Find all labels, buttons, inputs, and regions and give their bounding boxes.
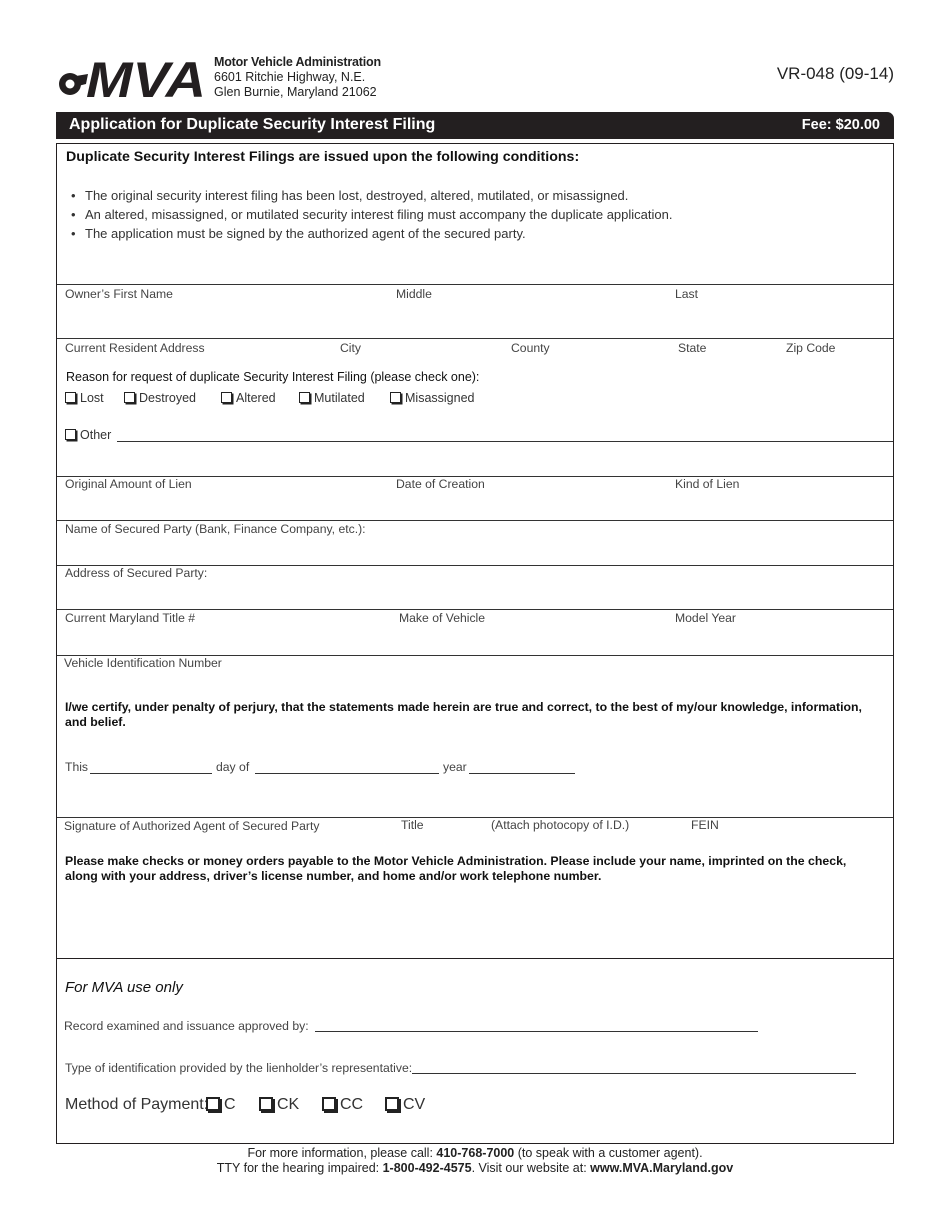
secured-party-address-field[interactable]: Address of Secured Party: xyxy=(65,566,208,580)
checkbox-icon xyxy=(206,1097,220,1111)
city-field[interactable]: City xyxy=(340,341,361,355)
state-field[interactable]: State xyxy=(678,341,707,355)
checkbox-icon xyxy=(221,392,232,403)
form-title: Application for Duplicate Security Interest Filing xyxy=(69,116,436,133)
payment-cv-checkbox[interactable]: CV xyxy=(385,1096,425,1114)
logo-text: MVA xyxy=(86,54,206,100)
checkbox-icon xyxy=(65,429,76,440)
lien-kind-field[interactable]: Kind of Lien xyxy=(675,477,740,491)
form-frame xyxy=(56,143,894,1144)
reason-mutilated-checkbox[interactable]: Mutilated xyxy=(299,391,365,405)
day-of-label: day of xyxy=(216,760,250,774)
checkbox-icon xyxy=(390,392,401,403)
payment-ck-checkbox[interactable]: CK xyxy=(259,1096,299,1114)
month-input[interactable] xyxy=(255,773,439,774)
attach-id-note: (Attach photocopy of I.D.) xyxy=(491,818,630,832)
website-link[interactable]: www.MVA.Maryland.gov xyxy=(590,1161,734,1175)
checkbox-icon xyxy=(322,1097,336,1111)
record-examined-input[interactable] xyxy=(315,1031,758,1032)
agency-name: Motor Vehicle Administration xyxy=(214,55,381,69)
reason-other-checkbox[interactable]: Other xyxy=(65,428,111,442)
id-type-input[interactable] xyxy=(412,1073,856,1074)
signature-field[interactable]: Signature of Authorized Agent of Secured Party xyxy=(64,819,320,833)
reason-altered-checkbox[interactable]: Altered xyxy=(221,391,276,405)
form-number: VR-048 (09-14) xyxy=(776,64,894,83)
title-number-field[interactable]: Current Maryland Title # xyxy=(65,611,196,625)
county-field[interactable]: County xyxy=(511,341,550,355)
lien-amount-field[interactable]: Original Amount of Lien xyxy=(65,477,192,491)
reason-destroyed-checkbox[interactable]: Destroyed xyxy=(124,391,196,405)
checkbox-icon xyxy=(124,392,135,403)
agency-block xyxy=(214,55,381,100)
owner-middle-field[interactable]: Middle xyxy=(396,287,432,301)
method-of-payment-label: Method of Payment: xyxy=(65,1096,209,1113)
title-bar xyxy=(56,112,894,139)
divider xyxy=(57,284,893,285)
mva-use-heading: For MVA use only xyxy=(65,979,183,996)
checkbox-icon xyxy=(299,392,310,403)
footer xyxy=(0,1146,950,1176)
condition-item: • The application must be signed by the authorized agent of the secured party. xyxy=(71,224,672,243)
model-year-field[interactable]: Model Year xyxy=(675,611,736,625)
divider xyxy=(57,817,893,818)
owner-first-name-field[interactable]: Owner’s First Name xyxy=(65,287,173,301)
agency-address-line1: 6601 Ritchie Highway, N.E. xyxy=(214,70,366,84)
conditions-list xyxy=(71,186,672,243)
id-type-label: Type of identification provided by the lienholder’s representative: xyxy=(65,1061,413,1075)
reason-misassigned-checkbox[interactable]: Misassigned xyxy=(390,391,474,405)
footer-line2: TTY for the hearing impaired: 1-800-492-4575. Visit our website at: www.MVA.Maryland.gov xyxy=(216,1161,734,1175)
divider xyxy=(57,338,893,339)
reason-prompt: Reason for request of duplicate Security Interest Filing (please check one): xyxy=(66,370,480,384)
divider xyxy=(57,609,893,610)
agency-address-line2: Glen Burnie, Maryland 21062 xyxy=(214,85,377,99)
fein-field[interactable]: FEIN xyxy=(691,818,719,832)
payment-c-checkbox[interactable]: C xyxy=(206,1096,236,1114)
payment-cc-checkbox[interactable]: CC xyxy=(322,1096,363,1114)
zip-code-field[interactable]: Zip Code xyxy=(786,341,836,355)
day-input[interactable] xyxy=(90,773,212,774)
year-input[interactable] xyxy=(469,773,575,774)
year-label: year xyxy=(443,760,467,774)
lien-date-field[interactable]: Date of Creation xyxy=(396,477,485,491)
divider xyxy=(57,520,893,521)
checkbox-icon xyxy=(385,1097,399,1111)
footer-line1: For more information, please call: 410-768-7000 (to speak with a customer agent). xyxy=(247,1146,703,1160)
owner-last-field[interactable]: Last xyxy=(675,287,699,301)
section-divider xyxy=(57,958,893,959)
this-label: This xyxy=(65,760,89,774)
checkbox-icon xyxy=(65,392,76,403)
other-reason-input[interactable] xyxy=(117,441,893,442)
resident-address-field[interactable]: Current Resident Address xyxy=(65,341,205,355)
payment-note: Please make checks or money orders payable to the Motor Vehicle Administration. Please include your name, imprinted on the check, along with your address, driver’s license number, and home and/or work telephone number. xyxy=(65,854,847,883)
tty-number: 1-800-492-4575 xyxy=(382,1161,472,1175)
reason-lost-checkbox[interactable]: Lost xyxy=(65,391,104,405)
mva-logo xyxy=(56,54,208,100)
vin-field[interactable]: Vehicle Identification Number xyxy=(64,656,222,670)
signer-title-field[interactable]: Title xyxy=(401,818,424,832)
condition-item: • An altered, misassigned, or mutilated security interest filing must accompany the duplicate application. xyxy=(71,205,672,224)
fee-label: Fee: $20.00 xyxy=(801,117,880,133)
phone-number: 410-768-7000 xyxy=(436,1146,515,1160)
certification-statement: I/we certify, under penalty of perjury, that the statements made herein are true and correct, to the best of my/our knowledge, information, and belief. xyxy=(65,700,862,729)
conditions-heading: Duplicate Security Interest Filings are issued upon the following conditions: xyxy=(66,149,580,165)
checkbox-icon xyxy=(259,1097,273,1111)
record-examined-label: Record examined and issuance approved by: xyxy=(64,1019,309,1033)
condition-item: • The original security interest filing has been lost, destroyed, altered, mutilated, or misassigned. xyxy=(71,186,672,205)
vehicle-make-field[interactable]: Make of Vehicle xyxy=(399,611,486,625)
secured-party-name-field[interactable]: Name of Secured Party (Bank, Finance Company, etc.): xyxy=(65,522,366,536)
